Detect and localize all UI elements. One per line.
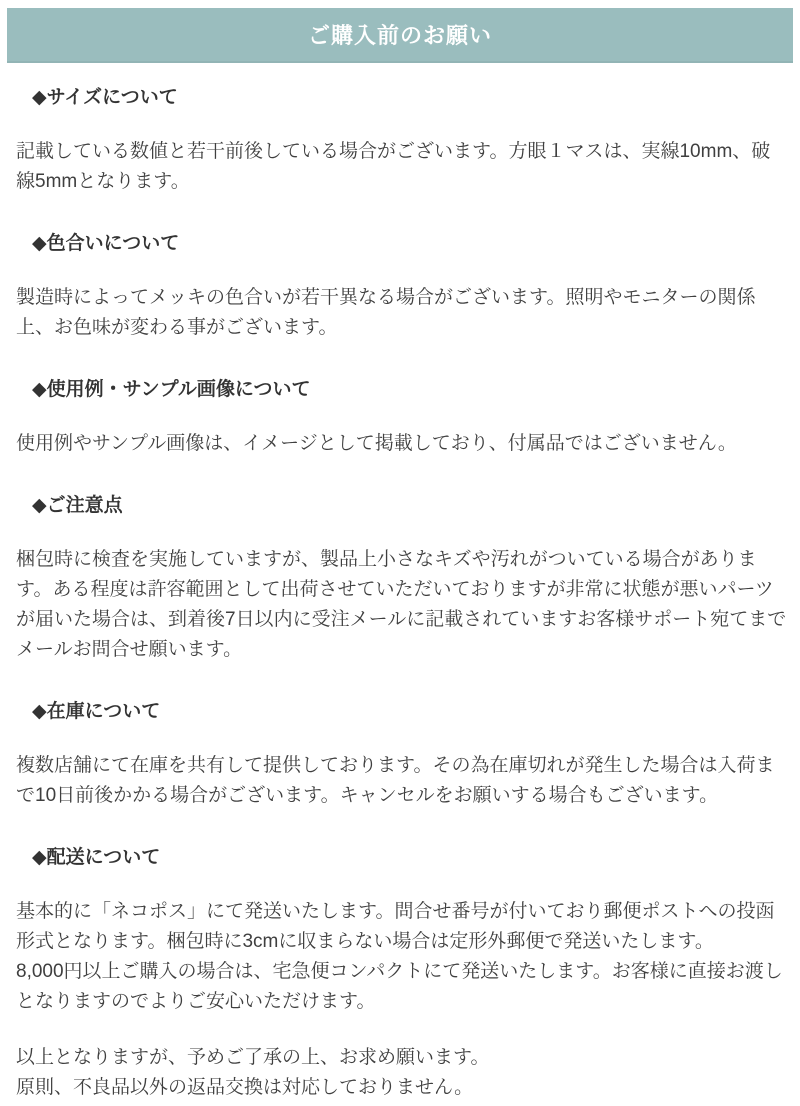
section-heading: ◆使用例・サンプル画像について — [32, 379, 311, 400]
section-caution — [16, 493, 788, 665]
section-paragraph — [16, 545, 788, 665]
paragraph-line: 記載している数値と若干前後している場合がございます。方眼１マスは、実線10mm、破線5mmとなります。 — [16, 141, 771, 192]
section-shipping — [16, 845, 788, 1017]
paragraph-line: 使用例やサンプル画像は、イメージとして掲載しており、付属品ではございません。 — [16, 433, 737, 454]
section-heading: ◆色合いについて — [32, 233, 180, 254]
section-paragraph — [16, 751, 788, 811]
section-heading: ◆ご注意点 — [32, 495, 123, 516]
paragraph-line: 製造時によってメッキの色合いが若干異なる場合がございます。照明やモニターの関係上、お色味が変わる事がございます。 — [16, 287, 756, 338]
section-color — [16, 231, 788, 343]
section-heading: ◆配送について — [32, 847, 161, 868]
section-heading: ◆在庫について — [32, 701, 161, 722]
closing-line: 以上となりますが、予めご了承の上、お求め願います。 — [16, 1047, 490, 1068]
paragraph-line: 基本的に「ネコポス」にて発送いたします。問合せ番号が付いており郵便ポストへの投函形式となります。梱包時に3cmに収まらない場合は定形外郵便で発送いたします。 — [16, 901, 775, 952]
section-paragraph — [16, 429, 788, 459]
closing-note — [16, 1043, 788, 1103]
section-paragraph — [16, 897, 788, 1017]
section-heading: ◆サイズについて — [32, 87, 178, 108]
section-sample-images — [16, 377, 788, 459]
closing-line: 原則、不良品以外の返品交換は対応しておりません。 — [16, 1077, 474, 1098]
banner-title: ご購入前のお願い — [307, 23, 492, 48]
notice-content — [0, 85, 800, 1103]
section-paragraph — [16, 137, 788, 197]
paragraph-line: 8,000円以上ご購入の場合は、宅急便コンパクトにて発送いたします。お客様に直接お渡しとなりますのでよりご安心いただけます。 — [16, 961, 783, 1012]
paragraph-line: 梱包時に検査を実施していますが、製品上小さなキズや汚れがついている場合があります。ある程度は許容範囲として出荷させていただいておりますが非常に状態が悪いパーツが届いた場合は、到着後7日以内に受注メールに記載されていますお客様サポート宛てまでメールお問合せ願います。 — [16, 549, 787, 660]
notice-banner — [7, 8, 793, 63]
section-stock — [16, 699, 788, 811]
section-paragraph — [16, 283, 788, 343]
paragraph-line: 複数店舗にて在庫を共有して提供しております。その為在庫切れが発生した場合は入荷まで10日前後かかる場合がございます。キャンセルをお願いする場合もございます。 — [16, 755, 775, 806]
section-size — [16, 85, 788, 197]
